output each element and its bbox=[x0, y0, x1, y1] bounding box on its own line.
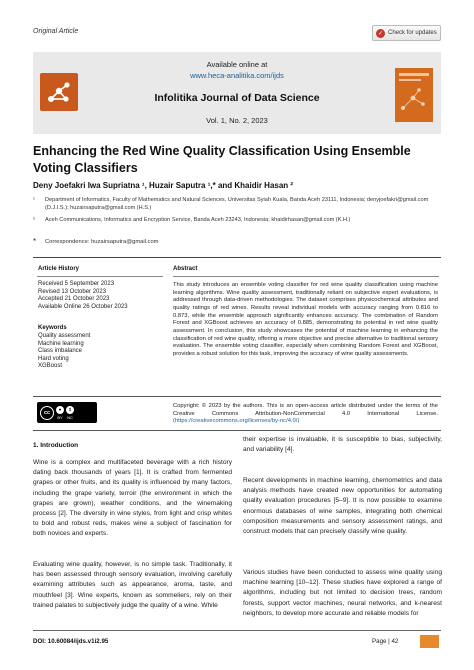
license-bottom-rule bbox=[33, 430, 441, 431]
keyword-item: Quality assessment bbox=[38, 333, 91, 339]
abstract-heading: Abstract bbox=[173, 266, 198, 272]
history-item: Received 5 September 2023 bbox=[38, 281, 115, 287]
intro-paragraph-2: Evaluating wine quality, however, is no simple task. Traditionally, it has been assessed through sensory evaluation, involving carefully examining attributes such as appearance, aroma, taste, and mouthfeel [3]. Wine experts, known as sommeliers, rely on their trained palates to subjectively judge the quality of a wine. While bbox=[33, 561, 232, 609]
crossmark-icon: ✓ bbox=[377, 30, 384, 37]
article-history-list bbox=[38, 281, 128, 311]
section-heading-introduction: 1. Introduction bbox=[33, 442, 79, 449]
footer-rule bbox=[33, 630, 441, 631]
cc-nc bbox=[66, 406, 74, 420]
copyright-text: Copyright: © 2023 by the authors. This is an open-access article distributed under the terms of the Creative Commons Attribution-NonCommercial 4.0 International License. bbox=[173, 403, 438, 417]
article-type-label: Original Article bbox=[33, 28, 79, 35]
abstract-rule bbox=[173, 276, 439, 277]
keyword-item: Machine learning bbox=[38, 340, 84, 347]
attribution-icon: ● bbox=[56, 406, 64, 414]
page-number: Page | 42 bbox=[372, 638, 399, 645]
check-for-updates-label: Check for updates bbox=[388, 30, 437, 36]
available-online-label: Available online at bbox=[206, 60, 268, 69]
abstract-text: This study introduces an ensemble voting classifier for red wine quality classification using machine learning algorithms. Wine quality assessment, traditionally reliant on subjective expert evaluations, is addressed through data-driven methodologies. The dataset comprises physicochemical attributes and quality ratings of red wines. Results reveal individual models with accuracy ranging from 0.816 to 0.873, while the ensemble approach significantly enhances accuracy. The combination of Random Forest and XGBoost achieves an accuracy of 0.885, demonstrating its potential in red wine quality assessment. In conclusion, this study showcases the potential of machine learning in enhancing the classification of red wine quality, offering a more objective and precise alternative to traditional sensory evaluation. The ensemble voting classifier, especially when combining Random Forest and XGBoost, provides a robust solution for this task, improving the accuracy of wine quality assessments. bbox=[173, 282, 438, 357]
cc-nc-label: NC bbox=[67, 414, 73, 420]
intro-paragraph-1: Wine is a complex and multifaceted beverage with a rich history dating back thousands of years [1]. It is crafted from fermented grapes or other fruits, and its quality is influenced by many factors, including the grape variety, terroir (the environment in which the grapes are grown), weather conditions, and the winemaking process [2]. The diversity in wine styles, from light and crisp whites to bold and robust reds, makes wine a subject of fascination for both novices and experts. bbox=[33, 459, 232, 538]
doi-link[interactable]: DOI: 10.60084/ijds.v1i2.95 bbox=[33, 638, 109, 645]
noncommercial-icon: $ bbox=[66, 406, 74, 414]
keyword-item: Class imbalance bbox=[38, 348, 83, 355]
article-history-heading: Article History bbox=[38, 266, 80, 272]
license-link[interactable]: (https://creativecommons.org/licenses/by-nc/4.0/) bbox=[173, 418, 300, 425]
abstract-bottom-rule bbox=[33, 396, 441, 397]
cc-by-label: BY bbox=[57, 414, 63, 420]
keyword-item: Hard voting bbox=[38, 355, 69, 362]
journal-url-link[interactable]: www.heca-analitika.com/ijds bbox=[190, 71, 284, 80]
check-for-updates-button[interactable] bbox=[372, 25, 441, 41]
history-item: Revised 13 October 2023 bbox=[38, 288, 107, 295]
copyright-notice bbox=[173, 403, 438, 426]
affiliation-1-number: ¹ bbox=[33, 197, 35, 203]
keyword-item: XGBoost bbox=[38, 363, 63, 370]
cc-license-badge[interactable] bbox=[37, 402, 97, 423]
correspondence-email[interactable]: Correspondence: huzairsaputra@gmail.com bbox=[45, 239, 159, 245]
journal-cover-thumbnail bbox=[395, 68, 433, 122]
history-item: Accepted 21 October 2023 bbox=[38, 296, 110, 303]
article-title: Enhancing the Red Wine Quality Classification Using Ensemble Voting Classifiers bbox=[33, 144, 411, 175]
journal-volume: Vol. 1, No. 2, 2023 bbox=[206, 116, 268, 125]
keywords-heading: Keywords bbox=[38, 325, 67, 331]
section-divider bbox=[33, 257, 441, 258]
affiliation-2: Aceh Communications, Informatics and Encryption Service, Banda Aceh 23243, Indonesia; khaidirhasan@gmail.com (K.H.) bbox=[45, 217, 351, 223]
affiliation-2-number: ² bbox=[33, 217, 35, 223]
intro-paragraph-5: Various studies have been conducted to assess wine quality using machine learning [10–12]. These studies have explored a range of algorithms, including but not limited to decision trees, random forests, support vector machines, neural networks, and k-nearest neighbors, to develop more accurate and reliable models for bbox=[243, 569, 442, 617]
history-rule bbox=[37, 276, 163, 277]
affiliation-1: Department of Informatics, Faculty of Mathematics and Natural Sciences, Universitas Syiah Kuala, Banda Aceh 23111, Indonesia; denyjoefakri@gmail.com (D.J.I.S.); huzairsaputra@gmail.com (H.S.) bbox=[45, 197, 429, 211]
page-accent-bar bbox=[420, 635, 439, 648]
author-list: Deny Joefakri Iwa Supriatna ¹, Huzair Saputra ¹,* and Khaidir Hasan ² bbox=[33, 181, 294, 190]
cc-by bbox=[56, 406, 64, 420]
intro-paragraph-4: Recent developments in machine learning, chemometrics and data analysis methods have created new opportunities for automating quality evaluation procedures [5–9]. It is now possible to examine enormous databases of wine samples, integrating both chemical composition measurements and sensory assessment ratings, and construct models that can precisely classify wine quality. bbox=[243, 477, 442, 536]
intro-paragraph-3: their expertise is invaluable, it is susceptible to bias, subjectivity, and variability [4]. bbox=[243, 436, 442, 454]
keywords-list bbox=[38, 333, 90, 371]
journal-logo-icon bbox=[40, 73, 78, 111]
history-item: Available Online 26 October 2023 bbox=[38, 303, 128, 310]
cc-icon: cc bbox=[40, 406, 54, 420]
journal-name: Infolitika Journal of Data Science bbox=[154, 92, 320, 104]
correspondence-star: * bbox=[33, 237, 37, 246]
